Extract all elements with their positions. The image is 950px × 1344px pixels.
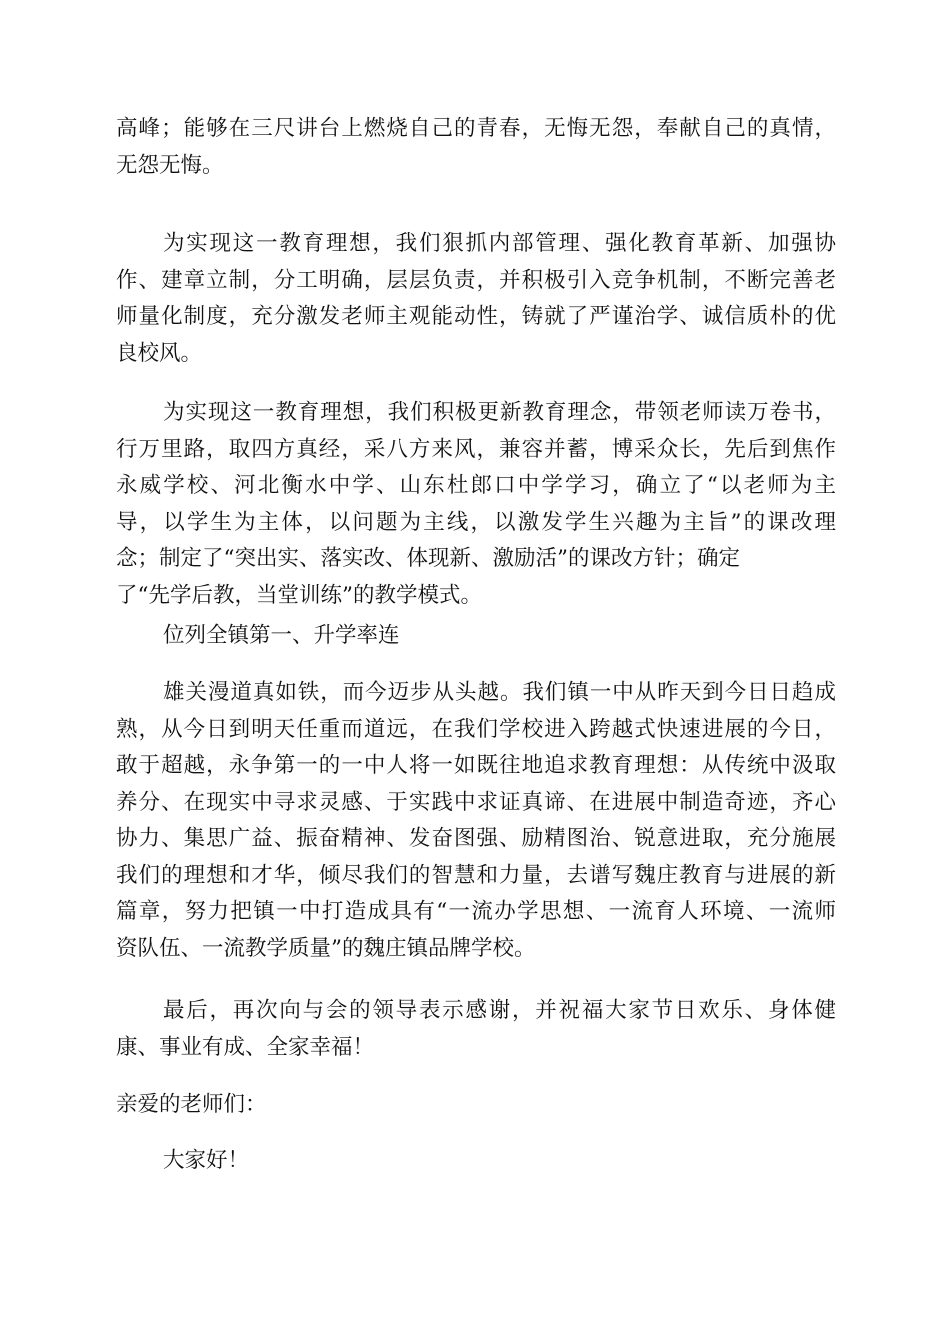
paragraph-4 [116,618,836,655]
paragraph-line: 位列全镇第一、升学率连 [163,623,400,648]
paragraph-line: 敢于超越，永争第一的一中人将一如既往地追求教育理想：从传统中汲取 [116,753,836,778]
paragraph-line: 熟，从今日到明天任重而道远，在我们学校进入跨越式快速进展的今日， [116,716,836,742]
paragraph-line: 雄关漫道真如铁，而今迈步从头越。我们镇一中从昨天到今日日趋成 [163,680,836,705]
paragraph-line: 为实现这一教育理想，我们狠抓内部管理、强化教育革新、加强协 [163,231,836,256]
paragraph-line: 最后，再次向与会的领导表示感谢，并祝福大家节日欢乐、身体健 [163,998,836,1023]
paragraph-line: 协力、集思广益、振奋精神、发奋图强、励精图治、锐意进取，充分施展 [116,826,836,851]
paragraph-line: 资队伍、一流教学质量”的魏庄镇品牌学校。 [116,935,536,961]
paragraph-line: 导，以学生为主体，以问题为主线，以激发学生兴趣为主旨”的课改理 [116,509,836,535]
paragraph-3 [116,395,836,614]
paragraph-2 [116,226,836,372]
paragraph-line: 行万里路，取四方真经，采八方来风，兼容并蓄，博采众长，先后到焦作 [116,436,836,462]
paragraph-line: 养分、在现实中寻求灵感、于实践中求证真谛、在进展中制造奇迹，齐心 [116,789,836,815]
paragraph-6 [116,993,836,1066]
paragraph-line: 念；制定了“突出实、落实改、体现新、激励活”的课改方针；确定 [116,546,740,571]
paragraph-line: 高峰；能够在三尺讲台上燃烧自己的青春，无悔无怨，奉献自己的真情， [116,116,836,141]
paragraph-line: 我们的理想和才华，倾尽我们的智慧和力量，去谱写魏庄教育与进展的新 [116,862,836,888]
paragraph-line: 作、建章立制，分工明确，层层负责，并积极引入竞争机制，不断完善老 [116,267,836,293]
salutation [116,1087,836,1124]
paragraph-line: 了“先学后教，当堂训练”的教学模式。 [116,582,482,608]
greeting [116,1143,836,1180]
paragraph-1 [116,111,836,184]
paragraph-line: 亲爱的老师们： [116,1092,267,1117]
paragraph-line: 无怨无悔。 [116,152,224,178]
paragraph-line: 篇章，努力把镇一中打造成具有“一流办学思想、一流育人环境、一流师 [116,899,836,924]
paragraph-line: 永威学校、河北衡水中学、山东杜郎口中学学习，确立了“以老师为主 [116,473,836,498]
paragraph-line: 为实现这一教育理想，我们积极更新教育理念，带领老师读万卷书， [163,400,836,425]
paragraph-5 [116,675,836,967]
paragraph-line: 大家好！ [163,1148,250,1173]
paragraph-line: 良校风。 [116,340,203,366]
paragraph-line: 康、事业有成、全家幸福！ [116,1034,375,1060]
paragraph-line: 师量化制度，充分激发老师主观能动性，铸就了严谨治学、诚信质朴的优 [116,304,836,329]
